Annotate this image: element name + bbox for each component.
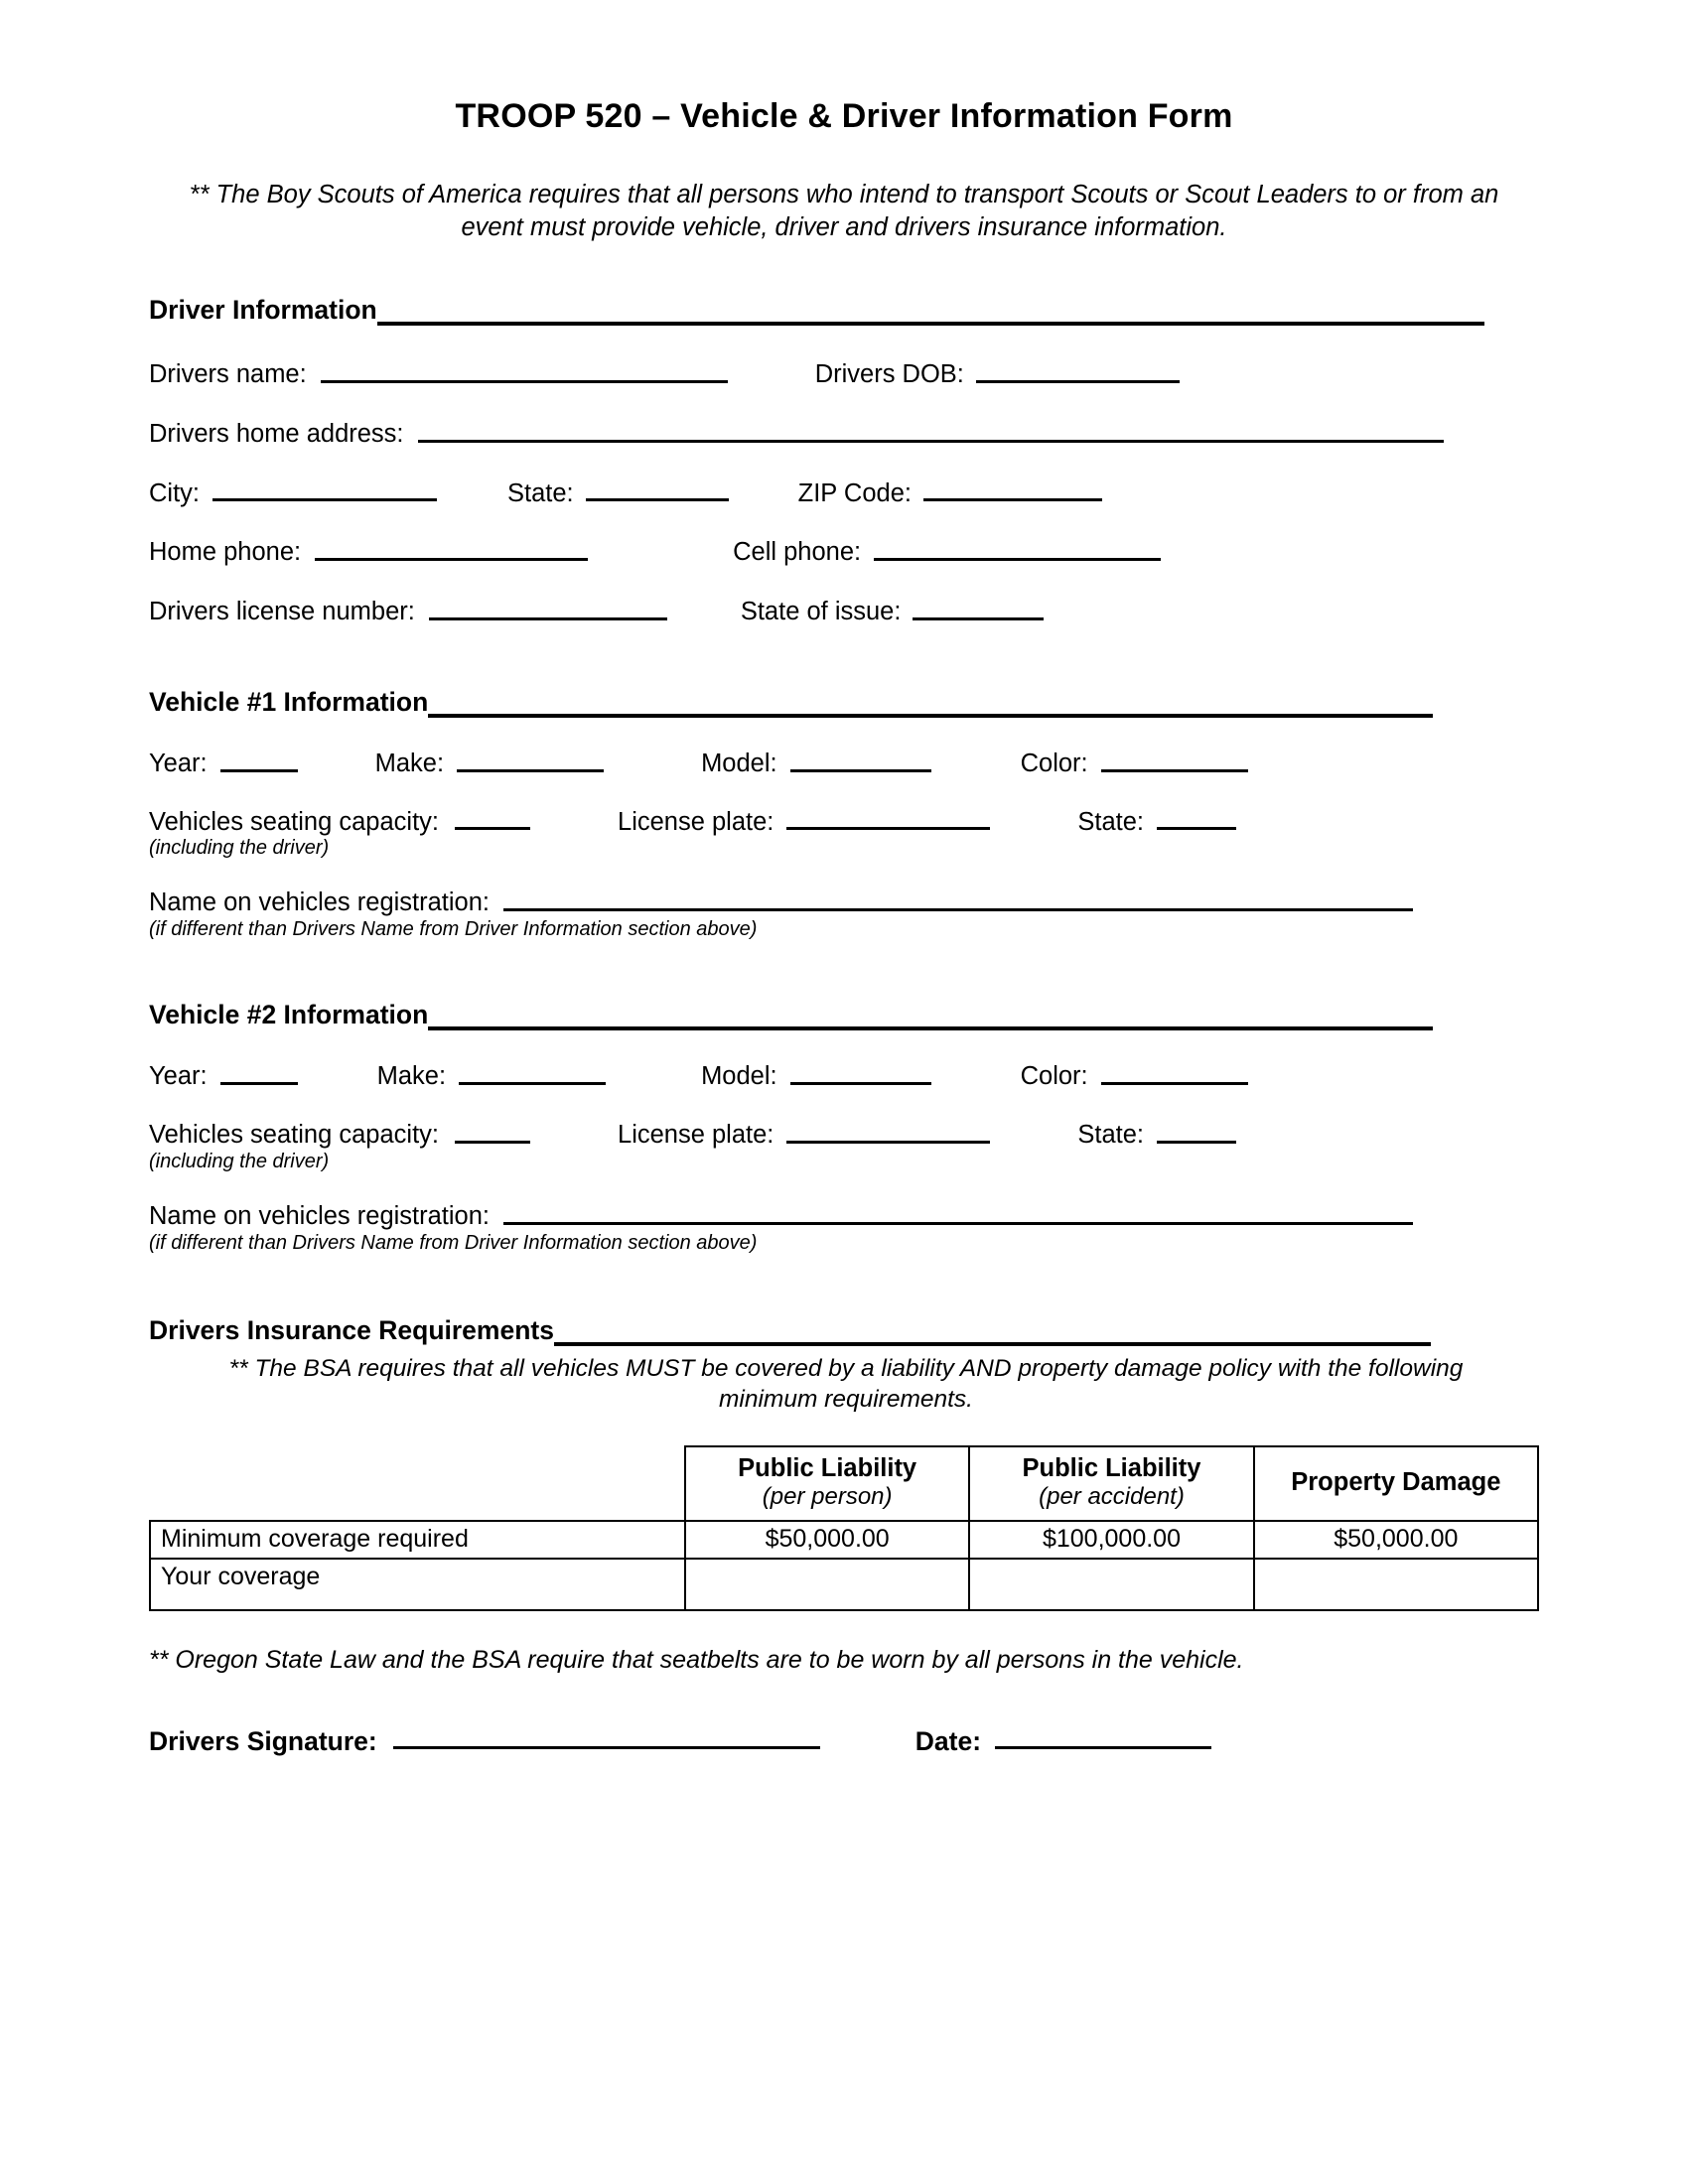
signature-row	[149, 1725, 1539, 1756]
your-coverage-public-liability-per-accident-input[interactable]	[969, 1559, 1253, 1610]
home-phone-label: Home phone:	[149, 538, 302, 567]
vehicle2-seating-capacity-input[interactable]	[455, 1141, 530, 1144]
intro-note: ** The Boy Scouts of America requires that all persons who intend to transport Scouts or Scout Leaders to or from an event must provide vehicle, driver and drivers insurance information.	[189, 180, 1499, 242]
cell-value: $100,000.00	[1042, 1524, 1181, 1553]
drivers-dob-label: Drivers DOB:	[814, 360, 964, 389]
zip-code-input[interactable]	[923, 498, 1102, 501]
vehicle1-registration-note: (if different than Drivers Name from Driver Information section above)	[149, 918, 758, 941]
vehicle2-color-label: Color:	[1020, 1062, 1088, 1091]
vehicle2-state-input[interactable]	[1157, 1141, 1236, 1144]
field-row-v2-seating	[149, 1122, 1539, 1149]
date-input[interactable]	[995, 1746, 1211, 1749]
field-row-license	[149, 599, 1539, 625]
vehicle1-seating-capacity-input[interactable]	[455, 827, 530, 830]
table-data-cell	[1254, 1521, 1538, 1560]
vehicle1-seating-capacity-note: (including the driver)	[149, 837, 330, 860]
field-block-v1-registration	[149, 889, 1539, 940]
cell-value	[1255, 1560, 1537, 1609]
table-header-cell	[685, 1446, 969, 1520]
drivers-dob-input[interactable]	[976, 380, 1180, 383]
field-row-v2-registration	[149, 1203, 1539, 1230]
section-heading-label: Vehicle #1 Information	[149, 687, 428, 721]
vehicle2-seating-capacity-note: (including the driver)	[149, 1150, 330, 1172]
table-data-cell	[969, 1521, 1253, 1560]
drivers-name-input[interactable]	[321, 380, 728, 383]
field-row-v1-ymmc	[149, 751, 1539, 777]
table-row-label-cell	[150, 1521, 685, 1560]
drivers-license-number-input[interactable]	[429, 617, 667, 620]
vehicle1-year-input[interactable]	[220, 769, 298, 772]
drivers-name-label: Drivers name:	[149, 360, 307, 389]
field-block-v2-registration	[149, 1203, 1539, 1254]
field-block-v2-seating	[149, 1122, 1539, 1172]
state-of-issue-label: State of issue:	[740, 598, 902, 626]
vehicle2-registration-name-input[interactable]	[503, 1222, 1413, 1225]
vehicle2-registration-name-label: Name on vehicles registration:	[149, 1201, 490, 1230]
vehicle1-registration-name-input[interactable]	[503, 908, 1413, 911]
section-rule	[426, 1026, 1433, 1030]
table-header-cell	[1254, 1446, 1538, 1520]
row-label: Your coverage	[161, 1563, 321, 1591]
table-header-cell	[969, 1446, 1253, 1520]
state-label: State:	[507, 478, 574, 507]
state-of-issue-input[interactable]	[913, 617, 1044, 620]
column-header-main: Property Damage	[1291, 1468, 1501, 1497]
vehicle2-model-input[interactable]	[790, 1082, 931, 1085]
your-coverage-property-damage-input[interactable]	[1254, 1559, 1538, 1610]
vehicle2-color-input[interactable]	[1101, 1082, 1248, 1085]
vehicle1-state-label: State:	[1077, 807, 1145, 836]
column-header-main: Public Liability	[738, 1454, 917, 1483]
cell-value: $50,000.00	[1334, 1524, 1459, 1553]
your-coverage-public-liability-per-person-input[interactable]	[685, 1559, 969, 1610]
vehicle2-license-plate-label: License plate:	[618, 1121, 774, 1149]
vehicle1-color-input[interactable]	[1101, 769, 1248, 772]
vehicle2-model-label: Model:	[701, 1062, 777, 1091]
field-row-city-state-zip	[149, 480, 1539, 507]
field-row-phones	[149, 539, 1539, 566]
cell-phone-input[interactable]	[874, 558, 1161, 561]
vehicle1-model-input[interactable]	[790, 769, 931, 772]
table-corner-cell	[150, 1446, 685, 1520]
vehicle1-model-label: Model:	[701, 749, 777, 777]
section-heading-insurance	[149, 1315, 1539, 1349]
insurance-coverage-table	[149, 1445, 1539, 1611]
table-row	[150, 1559, 1538, 1610]
cell-phone-label: Cell phone:	[733, 538, 862, 567]
section-heading-vehicle-2	[149, 1000, 1539, 1033]
section-heading-vehicle-1	[149, 687, 1539, 721]
vehicle2-year-input[interactable]	[220, 1082, 298, 1085]
drivers-home-address-label: Drivers home address:	[149, 419, 404, 448]
vehicle2-state-label: State:	[1077, 1121, 1145, 1149]
page-title: TROOP 520 – Vehicle & Driver Information Form	[455, 97, 1233, 135]
vehicle1-make-input[interactable]	[457, 769, 604, 772]
column-header-sub: (per accident)	[1039, 1483, 1185, 1511]
field-row-home-address	[149, 421, 1539, 448]
cell-value	[970, 1560, 1252, 1609]
home-phone-input[interactable]	[315, 558, 588, 561]
cell-value: $50,000.00	[765, 1524, 890, 1553]
field-row-v1-registration	[149, 889, 1539, 916]
column-header-sub: (per person)	[762, 1483, 893, 1511]
table-row	[150, 1521, 1538, 1560]
vehicle1-license-plate-label: License plate:	[618, 807, 774, 836]
drivers-home-address-input[interactable]	[418, 440, 1444, 443]
field-block-v1-seating	[149, 809, 1539, 860]
city-label: City:	[149, 478, 200, 507]
date-label: Date:	[914, 1725, 982, 1756]
field-row-v1-seating	[149, 809, 1539, 836]
vehicle1-color-label: Color:	[1020, 749, 1088, 777]
city-input[interactable]	[212, 498, 437, 501]
vehicle1-state-input[interactable]	[1157, 827, 1236, 830]
section-rule	[552, 1342, 1431, 1346]
vehicle2-make-label: Make:	[376, 1062, 447, 1091]
vehicle1-make-label: Make:	[374, 749, 445, 777]
field-row-name-dob	[149, 361, 1539, 388]
vehicle2-license-plate-input[interactable]	[786, 1141, 990, 1144]
zip-code-label: ZIP Code:	[797, 478, 912, 507]
section-heading-label: Vehicle #2 Information	[149, 1000, 428, 1033]
drivers-signature-label: Drivers Signature:	[149, 1725, 377, 1756]
vehicle2-registration-note: (if different than Drivers Name from Driver Information section above)	[149, 1231, 758, 1254]
section-rule	[426, 714, 1433, 718]
section-heading-label: Driver Information	[149, 295, 377, 329]
vehicle2-year-label: Year:	[149, 1062, 208, 1091]
column-header-main: Public Liability	[1022, 1454, 1201, 1483]
cell-value	[686, 1560, 968, 1609]
vehicle1-registration-name-label: Name on vehicles registration:	[149, 888, 490, 917]
drivers-license-number-label: Drivers license number:	[149, 598, 415, 626]
section-rule	[375, 322, 1484, 326]
vehicle1-year-label: Year:	[149, 749, 208, 777]
vehicle2-seating-capacity-label: Vehicles seating capacity:	[149, 1121, 440, 1149]
insurance-note: ** The BSA requires that all vehicles MUST be covered by a liability AND property damage policy with the following minimum requirements.	[228, 1354, 1464, 1414]
table-row-label-cell	[150, 1559, 685, 1610]
vehicle1-license-plate-input[interactable]	[786, 827, 990, 830]
seatbelt-note: ** Oregon State Law and the BSA require that seatbelts are to be worn by all persons in the vehicle.	[149, 1646, 1244, 1675]
drivers-signature-input[interactable]	[393, 1746, 820, 1749]
state-input[interactable]	[586, 498, 729, 501]
row-label: Minimum coverage required	[161, 1524, 469, 1553]
vehicle1-seating-capacity-label: Vehicles seating capacity:	[149, 807, 440, 836]
table-data-cell	[685, 1521, 969, 1560]
field-row-v2-ymmc	[149, 1063, 1539, 1090]
vehicle2-make-input[interactable]	[459, 1082, 606, 1085]
section-heading-label: Drivers Insurance Requirements	[149, 1315, 554, 1349]
section-heading-driver-information	[149, 295, 1539, 329]
table-header-row	[150, 1446, 1538, 1520]
